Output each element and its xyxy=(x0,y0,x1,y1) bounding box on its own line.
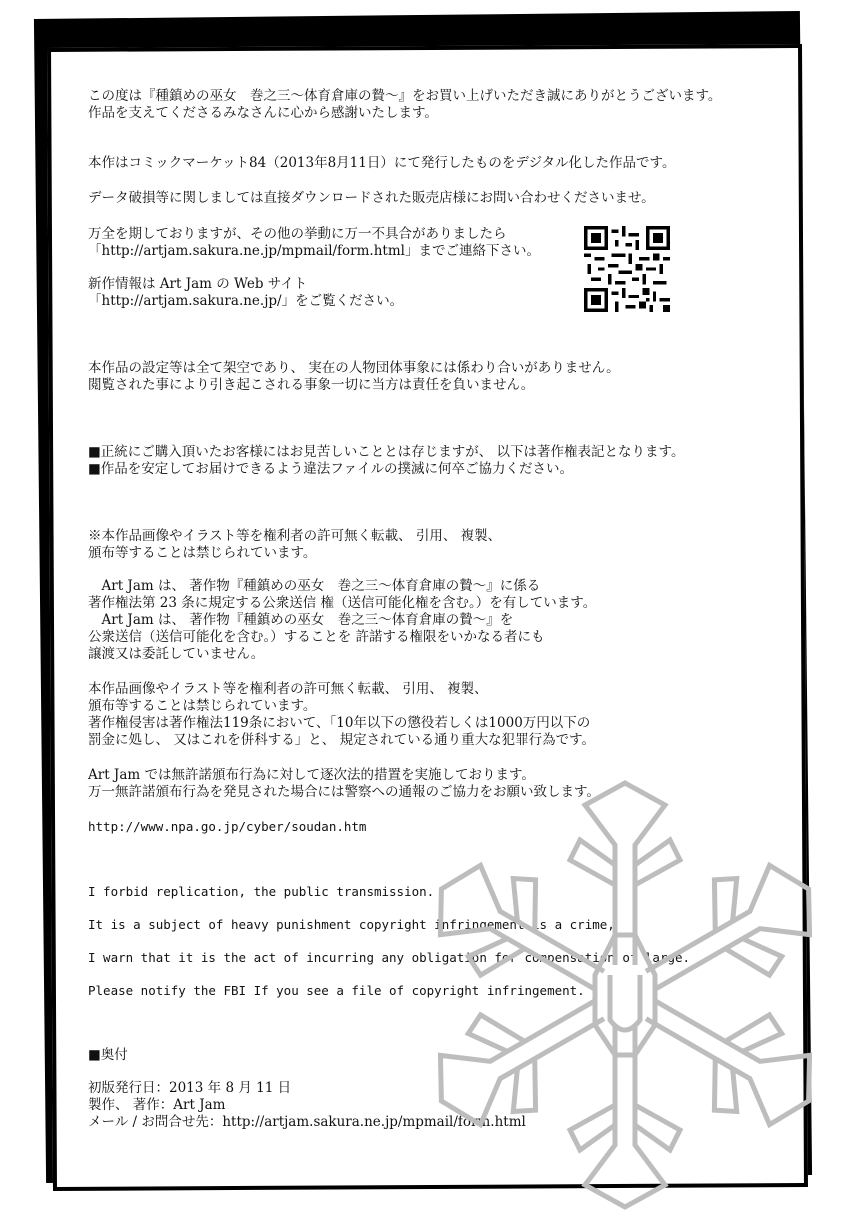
snowflake-logo xyxy=(410,780,840,1210)
colophon-heading: ■奥付 xyxy=(88,1047,128,1063)
penalty-line-1: 本作品画像やイラスト等を権利者の許可無く転載、 引用、 複製、 xyxy=(88,681,488,697)
fiction-line-2: 閲覧された事により引き起こされる事象一切に当方は責任を負いません。 xyxy=(88,377,535,393)
bugs-line-2: 「http://artjam.sakura.ne.jp/mpmail/form.html」までご連絡下さい。 xyxy=(88,243,540,259)
penalty-line-3: 著作権侵害は著作権法119条において、「10年以下の懲役若しくは1000万円以下の xyxy=(88,715,591,731)
release-info: 本作はコミックマーケット84（2013年8月11日）にて発行したものをデジタル化した作品です。 xyxy=(88,155,676,171)
rights-line-1: Art Jam は、 著作物『種鎮めの巫女 巻之三～体育倉庫の贄～』に係る xyxy=(88,578,541,594)
english-line-3: I warn that it is the act of incurring any obligation for compensation of large. xyxy=(88,950,691,965)
intro-line-1: この度は『種鎮めの巫女 巻之三～体育倉庫の贄～』をお買い上げいただき誠にありがとうございます。 xyxy=(88,88,722,104)
copyright-note-line-1: ※本作品画像やイラスト等を権利者の許可無く転載、 引用、 複製、 xyxy=(88,528,502,544)
action-line-2: 万一無許諾頒布行為を発見された場合には警察への通報のご協力をお願い致します。 xyxy=(88,784,600,800)
colophon-author: 製作、 著作：Art Jam xyxy=(88,1097,226,1113)
notice-line-1: ■正統にご購入頂いたお客様にはお見苦しいこととは存じますが、 以下は著作権表記となります。 xyxy=(88,444,685,460)
rights-line-5: 譲渡又は委託していません。 xyxy=(88,646,265,662)
colophon-date: 初版発行日：2013 年 8 月 11 日 xyxy=(88,1080,292,1096)
penalty-line-4: 罰金に処し、 又はこれを併科する」と、 規定されている通り重大な犯罪行為です。 xyxy=(88,732,596,748)
data-loss-info: データ破損等に関しましては直接ダウンロードされた販売店様にお問い合わせくださいませ。 xyxy=(88,190,655,206)
intro-line-2: 作品を支えてくださるみなさんに心から感謝いたします。 xyxy=(88,105,438,121)
qr-code-icon[interactable] xyxy=(584,226,670,312)
rights-line-3: Art Jam は、 著作物『種鎮めの巫女 巻之三～体育倉庫の贄～』を xyxy=(88,612,514,628)
copyright-note-line-2: 頒布等することは禁じられています。 xyxy=(88,545,317,561)
police-url[interactable]: http://www.npa.go.jp/cyber/soudan.htm xyxy=(88,819,367,834)
rights-line-2: 著作権法第 23 条に規定する公衆送信 権（送信可能化権を含む。）を有しています。 xyxy=(88,595,597,611)
fiction-line-1: 本作品の設定等は全て架空であり、 実在の人物団体事象には係わり合いがありません。 xyxy=(88,360,620,376)
bugs-line-1: 万全を期しておりますが、その他の挙動に万一不具合がありましたら xyxy=(88,226,507,242)
english-line-1: I forbid replication, the public transmission. xyxy=(88,884,435,899)
news-line-2: 「http://artjam.sakura.ne.jp/」をご覧ください。 xyxy=(88,293,404,309)
action-line-1: Art Jam では無許諾頒布行為に対して逐次法的措置を実施しております。 xyxy=(88,767,535,783)
notice-line-2: ■作品を安定してお届けできるよう違法ファイルの撲滅に何卒ご協力ください。 xyxy=(88,461,573,477)
penalty-line-2: 頒布等することは禁じられています。 xyxy=(88,698,317,714)
rights-line-4: 公衆送信（送信可能化を含む。）することを 許諾する権限をいかなる者にも xyxy=(88,629,545,645)
news-line-1: 新作情報は Art Jam の Web サイト xyxy=(88,276,308,292)
english-line-4: Please notify the FBI If you see a file of copyright infringement. xyxy=(88,983,585,998)
colophon-contact: メール / お問合せ先：http://artjam.sakura.ne.jp/mpmail/form.html xyxy=(88,1114,526,1130)
english-line-2: It is a subject of heavy punishment copyright infringement is a crime, xyxy=(88,917,615,932)
